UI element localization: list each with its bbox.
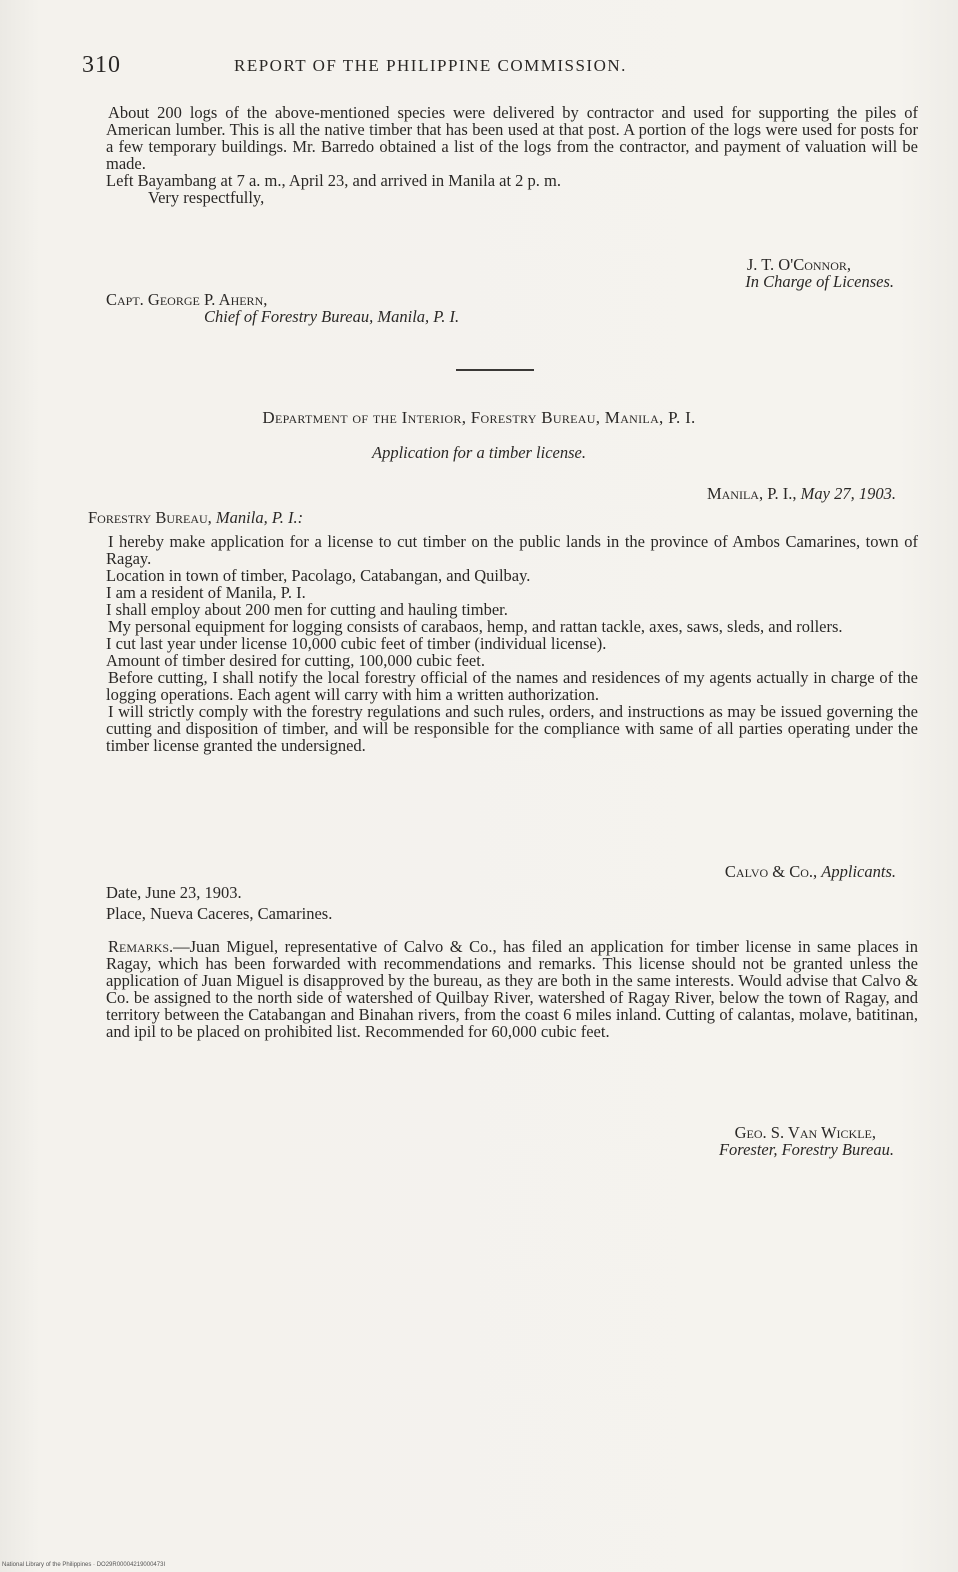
page-number: 310 — [82, 52, 121, 78]
remarks-signer-name: Geo. S. Van Wickle, — [734, 1123, 876, 1142]
scan-source-footer: National Library of the Philippines · DO29R00004219000473I — [2, 1562, 166, 1568]
remarks-signature — [106, 1124, 894, 1158]
addressee-title: Chief of Forestry Bureau, Manila, P. I. — [204, 307, 460, 326]
remarks-signer-title: Forester, Forestry Bureau. — [718, 1140, 894, 1159]
application-subtitle: Application for a timber license. — [371, 443, 586, 462]
application-date-place-block — [106, 884, 918, 922]
application-date-place: Manila, P. I., — [706, 484, 797, 503]
application-paragraph: I will strictly comply with the forestry regulations and such rules, orders, and instructions as may be issued governing the cutting and disposition of timber, and will be responsible for the compliance with same of all parties operating under the timber license granted the undersigned. — [106, 702, 918, 755]
application-date-line: Date, June 23, 1903. — [106, 883, 242, 902]
application-place-line: Place, Nueva Caceres, Camarines. — [106, 904, 333, 923]
application-paragraph: Location in town of timber, Pacolago, Catabangan, and Quilbay. — [106, 566, 531, 585]
application-paragraph: My personal equipment for logging consists of carabaos, hemp, and rattan tackle, axes, saws, sleds, and rollers. — [108, 617, 843, 636]
application-date-row — [106, 485, 896, 502]
remarks-label: Remarks. — [108, 937, 174, 956]
application-paragraph: Amount of timber desired for cutting, 100,000 cubic feet. — [106, 651, 485, 670]
remarks-section — [106, 938, 918, 1040]
applicant-role: Applicants. — [821, 862, 896, 881]
letter-signature — [106, 256, 894, 290]
application-paragraph: I am a resident of Manila, P. I. — [106, 583, 306, 602]
applicant-name: Calvo & Co., — [724, 862, 818, 881]
application-paragraph: Before cutting, I shall notify the local forestry official of the names and residences of my agents actually in charge of the logging operations. Each agent will carry with him a written authorization. — [106, 668, 918, 704]
running-title: REPORT OF THE PHILIPPINE COMMISSION. — [234, 56, 627, 75]
signer-name: J. T. O'Connor, — [746, 255, 851, 274]
application-paragraph: I hereby make application for a license to cut timber on the public lands in the province of Ambos Camarines, town of Ragay. — [106, 532, 918, 568]
department-heading: Department of the Interior, Forestry Bureau, Manila, P. I. — [262, 408, 696, 427]
application-addressee-name: Forestry Bureau, — [88, 508, 212, 527]
application-addressee — [88, 508, 918, 527]
applicant-signature — [106, 863, 896, 880]
signer-title: In Charge of Licenses. — [745, 272, 894, 291]
page-header — [82, 52, 902, 82]
application-paragraph: I shall employ about 200 men for cutting and hauling timber. — [106, 600, 508, 619]
application-paragraph: I cut last year under license 10,000 cubic feet of timber (individual license). — [106, 634, 607, 653]
application-addressee-place: Manila, P. I.: — [215, 508, 304, 527]
remarks-text: —Juan Miguel, representative of Calvo & Co., has filed an application for timber license in same places in Ragay, which has been forwarded with recommendations and remarks. This license should not be granted unless the application of Juan Miguel is disapproved by the bureau, as they are both in the same interests. Would advise that Calvo & Co. be assigned to the north side of watershed of Quilbay River, watershed of Ragay River, below the town of Ragay, and territory between the Catabangan and Binahan rivers, from the coast 6 miles inland. Cutting of calantas, molave, batitinan, and ipil to be placed on prohibited list. Recommended for 60,000 cubic feet. — [106, 937, 918, 1041]
application-body — [106, 533, 918, 754]
letter-body-section — [106, 104, 918, 206]
section-divider — [456, 369, 534, 371]
addressee-name: Capt. George P. Ahern, — [106, 290, 268, 309]
letter-addressee — [106, 291, 918, 325]
closing-line: Very respectfully, — [148, 188, 265, 207]
application-date: May 27, 1903. — [800, 484, 896, 503]
departure-line: Left Bayambang at 7 a. m., April 23, and arrived in Manila at 2 p. m. — [106, 171, 562, 190]
letter-body-paragraph: About 200 logs of the above-mentioned species were delivered by contractor and used for supporting the piles of American lumber. This is all the native timber that has been used at that post. A portion of the logs were used for posts for a few temporary buildings. Mr. Barredo obtained a list of the logs from the contractor, and payment of valuation will be made. — [106, 103, 918, 173]
